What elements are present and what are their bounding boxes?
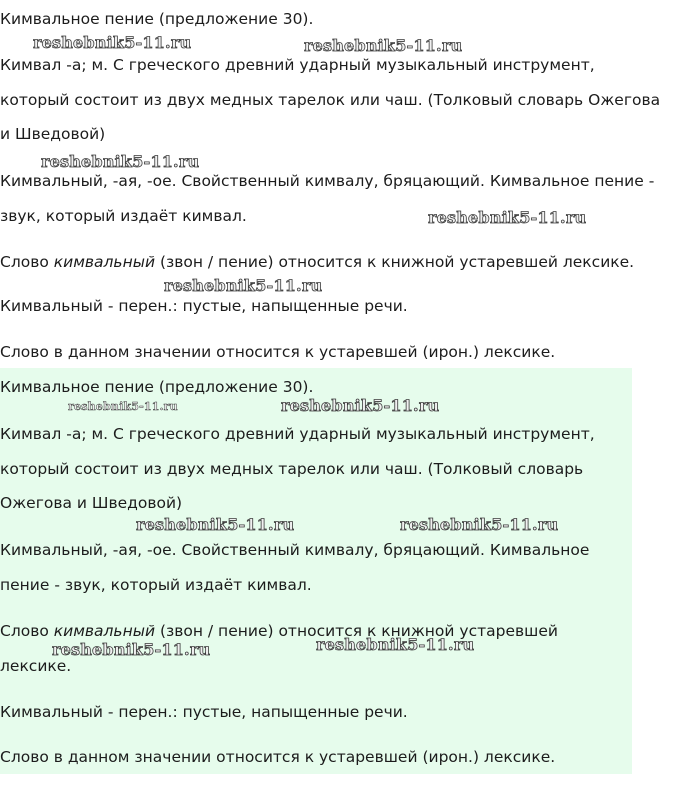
watermark: reshebnik5-11.ru: [52, 640, 211, 659]
word-suffix: (звон / пение) относится к книжной устаревшей: [155, 622, 558, 640]
watermark: reshebnik5-11.ru: [304, 36, 463, 55]
highlighted-definition-line: Ожегова и Шведовой): [0, 494, 183, 512]
original-definition-line: Кимвал -а; м. С греческого древний ударный музыкальный инструмент,: [0, 56, 595, 74]
watermark: reshebnik5-11.ru: [136, 515, 295, 534]
original-title: Кимвальное пение (предложение 30).: [0, 10, 314, 28]
original-adjective-line: Кимвальный, -ая, -ое. Свойственный кимвалу, бряцающий. Кимвальное пение -: [0, 172, 655, 190]
highlighted-adjective-line: пение - звук, который издаёт кимвал.: [0, 576, 312, 594]
word-suffix: (звон / пение) относится к книжной устаревшей лексике.: [155, 253, 635, 271]
word-prefix: Слово: [0, 622, 54, 640]
watermark: reshebnik5-11.ru: [316, 635, 475, 654]
highlighted-text-block: [0, 368, 632, 774]
highlighted-adjective-line: Кимвальный, -ая, -ое. Свойственный кимвалу, бряцающий. Кимвальное: [0, 541, 590, 559]
original-meaning-line: Слово в данном значении относится к устаревшей (ирон.) лексике.: [0, 343, 556, 361]
word-italic: кимвальный: [53, 622, 156, 640]
original-definition-line: и Шведовой): [0, 125, 106, 143]
watermark: reshebnik5-11.ru: [281, 396, 440, 415]
watermark: reshebnik5-11.ru: [68, 400, 178, 413]
highlighted-definition-line: Кимвал -а; м. С греческого древний ударный музыкальный инструмент,: [0, 425, 595, 443]
word-prefix: Слово: [0, 253, 54, 271]
highlighted-definition-line: который состоит из двух медных тарелок или чаш. (Толковый словарь: [0, 460, 584, 478]
original-figurative-line: Кимвальный - перен.: пустые, напыщенные речи.: [0, 297, 408, 315]
watermark: reshebnik5-11.ru: [33, 33, 192, 52]
highlighted-word-line-continued: лексике.: [0, 657, 72, 675]
word-italic: кимвальный: [53, 253, 156, 271]
highlighted-title: Кимвальное пение (предложение 30).: [0, 378, 314, 396]
watermark: reshebnik5-11.ru: [41, 152, 200, 171]
watermark: reshebnik5-11.ru: [428, 208, 587, 227]
watermark: reshebnik5-11.ru: [164, 276, 323, 295]
original-text-block: [0, 0, 680, 368]
highlighted-figurative-line: Кимвальный - перен.: пустые, напыщенные речи.: [0, 703, 408, 721]
original-adjective-line: звук, который издаёт кимвал.: [0, 207, 247, 225]
highlighted-meaning-line: Слово в данном значении относится к устаревшей (ирон.) лексике.: [0, 748, 556, 766]
original-word-line: [0, 252, 634, 272]
original-definition-line: который состоит из двух медных тарелок или чаш. (Толковый словарь Ожегова: [0, 91, 661, 109]
watermark: reshebnik5-11.ru: [400, 515, 559, 534]
